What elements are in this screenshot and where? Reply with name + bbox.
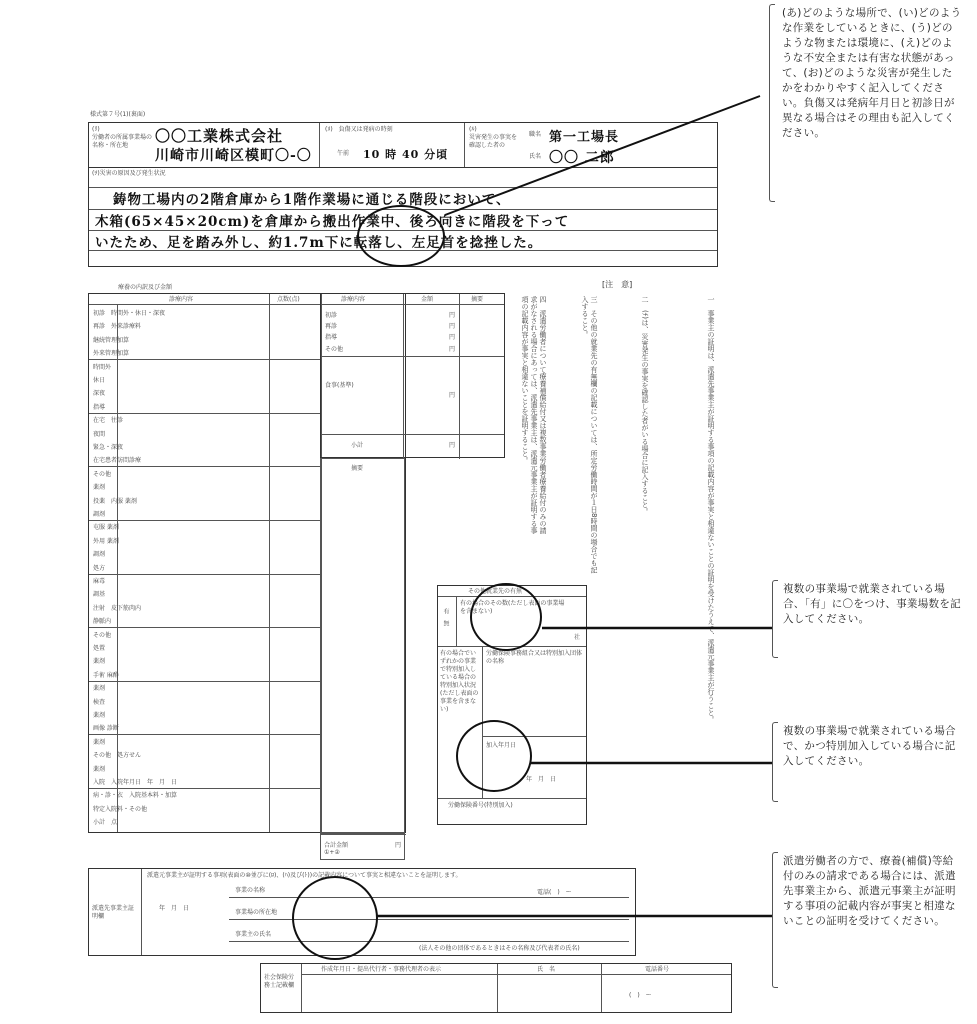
expense-header-5: 摘要 (471, 296, 484, 303)
expense-header-3: 診療内容 (341, 296, 366, 303)
other-job-join-label: 加入年月日 (486, 742, 517, 749)
bottom-col-2: 氏 名 (537, 966, 556, 973)
other-job-company-label: 有の場合でいずれかの事業で特別加入している場合の特別加入状況(ただし表面の事業を含まない) (440, 650, 479, 713)
total-unit: 円 (395, 842, 402, 849)
callout-special-join: 複数の事業場で就業されている場合で、かつ特別加入している場合に記入してください。 (783, 725, 956, 767)
accident-desc-label: (ｦ)災害の原因及び発生状況 (92, 170, 166, 177)
dispatch-statement: 派遣元事業主が証明する事項(表面の⑩並びに(ﾛ)、(ﾊ)及び(ﾄ))の記載内容について事実と相違ないことを証明します。 (147, 872, 462, 879)
expense-row: その他 (93, 470, 112, 478)
expense-row: 検査 (93, 698, 106, 706)
other-job-join-value: 年 月 日 (526, 776, 557, 783)
dispatch-address-label: 事業場の所在地 (235, 909, 278, 916)
expense-row: 継続管理加算 (93, 336, 130, 344)
dispatch-date: 年 月 日 (159, 905, 190, 912)
expense-row: その他 (93, 631, 112, 639)
expense-row: 外来管理加算 (93, 350, 130, 358)
right-row-7: 摘要 (351, 465, 364, 472)
witness-name-label: 氏名 (529, 153, 542, 160)
witness-title: 第一工場長 (549, 130, 620, 145)
expense-header-4: 金額 (421, 296, 434, 303)
form-id: 様式第７号(1)(裏面) (90, 111, 146, 118)
expense-row: 深夜 (93, 390, 106, 398)
expense-header-2: 点数(点) (277, 296, 300, 303)
bottom-col-1: 作成年月日・提出代行者・事務代理者の表示 (321, 966, 442, 973)
expense-row: 外用 薬剤 (93, 537, 119, 545)
accident-line-3: いたため、足を踏み外し、約1.7m下に転落し、左足首を捻挫した。 (95, 235, 543, 251)
right-row-6: 小計 (351, 442, 364, 449)
witness-name: 〇〇 二郎 (549, 150, 615, 166)
expense-row: 手術 麻酔 (93, 671, 119, 679)
expense-row: 処方 (93, 564, 106, 572)
note-3: 三 その他の就業先の有無欄の記載については、所定労働時間が１日8時間の場合でも記入すること。 (581, 296, 598, 574)
expense-row: 病・診・衣 入院基本料・加算 (93, 792, 178, 800)
accident-line-1: 鋳物工場内の2階倉庫から1階作業場に通じる階段において、 (113, 192, 511, 208)
expense-row: 特定入院料・その他 (93, 805, 148, 813)
expense-row: 小計 点 (93, 819, 118, 827)
expense-row: 処置 (93, 645, 106, 652)
employer-label: (ﾘ) 労働者の所属事業場の名称・所在地 (92, 126, 153, 149)
expense-row: 調基 (93, 591, 106, 599)
expense-row: 在宅 往診 (93, 417, 124, 425)
time-label: (ﾇ) 負傷又は発病の時刻 (325, 126, 393, 133)
expense-row: 指導 (93, 403, 106, 411)
right-unit-5: 円 (449, 392, 456, 399)
expense-row: 屯服 薬剤 (93, 524, 119, 532)
dispatch-side-label: 派遣先事業主証明欄 (92, 905, 135, 920)
employer-address: 川崎市川崎区模町〇-〇 (155, 148, 312, 164)
right-row-4: その他 (325, 346, 344, 353)
witness-label: (ﾙ) 災害発生の事実を確認した者の (469, 126, 518, 149)
witness-title-label: 職名 (529, 131, 542, 138)
bottom-left-label: 社会保険労務士記載欄 (264, 974, 295, 989)
expense-row: 在宅患者訪問診療 (93, 457, 142, 465)
expense-row: 静脈内 (93, 618, 112, 626)
right-unit-3: 円 (449, 334, 456, 341)
callout-other-job-count: 複数の事業場で就業されている場合、「有」に〇をつけ、事業場数を記入してください。 (783, 583, 961, 625)
expense-row: 入院 入院年月日 年 月 日 (93, 779, 178, 786)
expense-row: 画像 診断 (93, 725, 119, 733)
right-row-5: 食事(基準) (325, 382, 354, 389)
expense-row: 投薬 内服 薬剤 (93, 497, 137, 505)
notes-title: [注 意] (602, 280, 633, 289)
other-job-group-label: 労働保険事務組合又は特別加入団体の名称 (486, 650, 583, 665)
bottom-phone: ( ) ー (629, 992, 652, 999)
dispatch-phone-label: 電話( ) ー (537, 889, 572, 896)
right-row-3: 指導 (325, 334, 338, 341)
expense-header-1: 診療内容 (169, 296, 194, 303)
note-1: 一 事業主の証明は、派遣先事業主が証明する事項の記載内容が事実と相違ないことの証明を受けたうえで、派遣元事業主が行うこと。 (707, 296, 715, 723)
expense-row: 緊急・深夜 (93, 444, 124, 451)
time-value: 10 時 40 分頃 (363, 148, 449, 161)
expense-row: 再診 外来診療料 (93, 323, 142, 331)
right-unit-1: 円 (449, 312, 456, 319)
bottom-col-3: 電話番号 (645, 966, 670, 973)
employer-name: 〇〇工業株式会社 (155, 127, 284, 145)
right-unit-6: 円 (449, 442, 456, 449)
time-prefix: 午前 (337, 150, 350, 157)
expense-row: 薬剤 (93, 738, 106, 746)
expense-row: 注射 皮下筋肉内 (93, 604, 142, 612)
accident-line-2: 木箱(65×45×20cm)を倉庫から搬出作業中、後ろ向きに階段を下って (95, 214, 570, 230)
expense-row: 時間外 (93, 363, 112, 371)
note-4: 四 派遣労働者について療養補償給付又は複数事業労働者療養給付のみの請求がなされる場合にあっては、派遣先事業主は、派遣元事業主が証明する事項の記載内容が事実と相違ないことを証明すること。 (521, 296, 547, 534)
other-job-count-label: 有の場合のその数(ただし表面の事業場を含まない) (460, 600, 565, 615)
dispatch-owner-note: (法人その他の団体であるときはその名称及び代表者の氏名) (419, 945, 580, 952)
right-row-2: 再診 (325, 323, 338, 330)
expense-row: 薬剤 (93, 484, 106, 492)
other-job-yesno: 有 無 (442, 608, 449, 626)
expense-row: その他 処方せん (93, 752, 142, 760)
expense-row: 調剤 (93, 511, 106, 518)
expense-table-title: 療養の内訳及び金額 (118, 284, 173, 291)
expense-row: 初診 時間外・休日・深夜 (93, 310, 166, 317)
note-2: 二 (ﾁ)は、災害発生の事実を確認した者がいる場合に記入すること。 (641, 296, 649, 515)
right-unit-4: 円 (449, 346, 456, 353)
dispatch-name-label: 事業の名称 (235, 887, 266, 894)
other-job-count-unit: 社 (574, 634, 581, 641)
expense-row: 麻毒 (93, 578, 106, 585)
expense-row: 薬剤 (93, 712, 106, 719)
expense-row: 薬剤 (93, 685, 106, 693)
dispatch-owner-label: 事業主の氏名 (235, 931, 272, 938)
expense-row: 調剤 (93, 551, 106, 559)
expense-row: 薬剤 (93, 658, 106, 666)
total-label: 合計金額 ①+② (324, 842, 349, 856)
callout-dispatch: 派遣労働者の方で、療養(補償)等給付のみの請求である場合には、派遣先事業主から、派遣元事業主が証明する事項の記載内容が事実と相違ないことの証明を受けてください。 (783, 855, 956, 927)
callout-accident: (あ)どのような場所で、(い)どのような作業をしているときに、(う)どのような物または環境に、(え)どのような不安全または有害な状態があって、(お)どのような災害が発生したかをわかりやすく記入してください。負傷又は発病年月日と初診日が異なる場合はその理由も記入してください。 (782, 7, 962, 139)
right-unit-2: 円 (449, 323, 456, 330)
expense-row: 夜間 (93, 430, 106, 438)
right-row-1: 初診 (325, 312, 338, 319)
expense-row: 休日 (93, 377, 106, 384)
expense-row: 薬剤 (93, 765, 106, 773)
other-job-title: その他就業先の有無 (468, 588, 523, 595)
other-job-footer: 労働保険番号(特別加入) (448, 802, 513, 809)
